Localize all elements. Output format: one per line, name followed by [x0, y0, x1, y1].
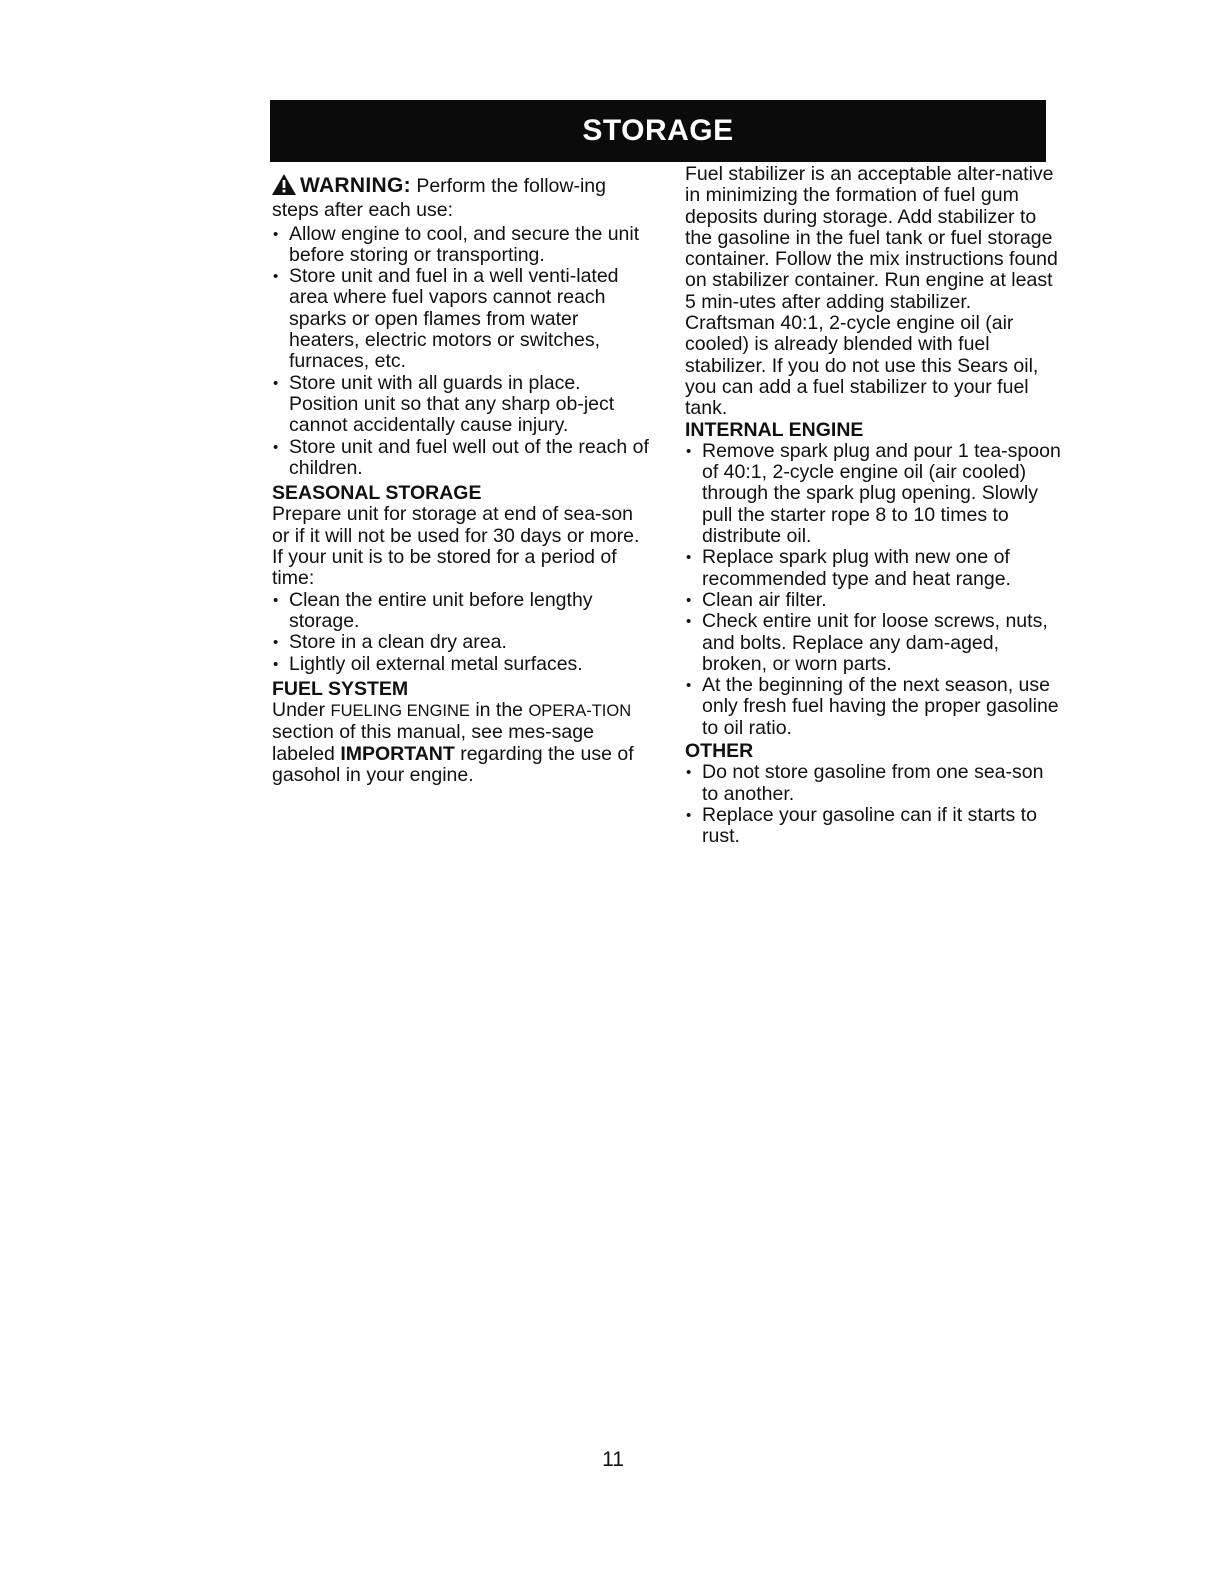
stabilizer-para-2: Craftsman 40:1, 2-cycle engine oil (air cooled) is already blended with fuel stabilizer. If you do not use this Sears oil, you can add a fuel stabilizer to your fuel tank.	[685, 312, 1039, 420]
list-item: • Store unit and fuel well out of the reach of children.	[272, 437, 652, 480]
stabilizer-para-1: Fuel stabilizer is an acceptable alter-native in minimizing the formation of fuel gum deposits during storage. Add stabilizer to the gasoline in the fuel tank or fuel storage container. Follow the mix instructions found on stabilizer container. Run engine at least 5 min-utes after adding stabilizer.	[685, 163, 1058, 313]
list-item: • Clean the entire unit before lengthy storage.	[272, 590, 652, 633]
warning-triangle-icon	[272, 174, 296, 200]
other-heading: OTHER	[685, 740, 754, 763]
fuel-system-paragraph	[272, 700, 652, 786]
operation-ref: OPERA-TION	[528, 702, 632, 721]
list-item: • Lightly oil external metal surfaces.	[272, 654, 652, 675]
list-item: • Do not store gasoline from one sea-son to another.	[685, 762, 1065, 805]
right-column	[685, 164, 1065, 848]
fueling-engine-ref: FUELING ENGINE	[330, 702, 470, 721]
warning-lead: Perform the follow-ing steps after each use:	[272, 175, 606, 222]
list-item: • Check entire unit for loose screws, nuts, and bolts. Replace any dam-aged, broken, or worn parts.	[685, 611, 1065, 675]
warning-paragraph	[272, 174, 652, 222]
list-item: • At the beginning of the next season, use only fresh fuel having the proper gasoline to oil ratio.	[685, 675, 1065, 739]
section-title: STORAGE	[582, 114, 734, 147]
list-item: • Replace spark plug with new one of recommended type and heat range.	[685, 547, 1065, 590]
list-item: • Clean air filter.	[685, 590, 1065, 611]
left-column	[272, 168, 652, 786]
list-item: • Replace your gasoline can if it starts to rust.	[685, 805, 1065, 848]
page-number: 11	[602, 1448, 624, 1471]
other-list	[685, 762, 1065, 847]
list-item: • Store unit and fuel in a well venti-lated area where fuel vapors cannot reach sparks or open flames from water heaters, electric motors or switches, furnaces, etc.	[272, 266, 652, 372]
internal-engine-heading: INTERNAL ENGINE	[685, 418, 864, 441]
seasonal-storage-heading: SEASONAL STORAGE	[272, 482, 482, 505]
seasonal-para-2: If your unit is to be stored for a period of time:	[272, 546, 617, 590]
fuel-text: section of this manual, see mes-sage labeled	[272, 721, 594, 765]
fuel-text: regarding the use of gasohol in your engine.	[272, 742, 634, 787]
list-item: • Store in a clean dry area.	[272, 632, 652, 653]
list-item: • Allow engine to cool, and secure the unit before storing or transporting.	[272, 224, 652, 267]
list-item: • Store unit with all guards in place. Position unit so that any sharp ob-ject cannot accidentally cause injury.	[272, 373, 652, 437]
internal-engine-list	[685, 441, 1065, 739]
seasonal-list	[272, 590, 652, 675]
important-ref: IMPORTANT	[340, 742, 455, 765]
fuel-text: Under	[272, 699, 326, 722]
section-title-bar	[270, 100, 1046, 162]
warning-label: WARNING:	[300, 174, 411, 197]
warning-list	[272, 224, 652, 480]
fuel-system-heading: FUEL SYSTEM	[272, 677, 409, 700]
fuel-text: in the	[475, 699, 524, 722]
list-item: • Remove spark plug and pour 1 tea-spoon of 40:1, 2-cycle engine oil (air cooled) through the spark plug opening. Slowly pull the starter rope 8 to 10 times to distribute oil.	[685, 441, 1065, 547]
seasonal-para-1: Prepare unit for storage at end of sea-son or if it will not be used for 30 days or more.	[272, 503, 640, 547]
